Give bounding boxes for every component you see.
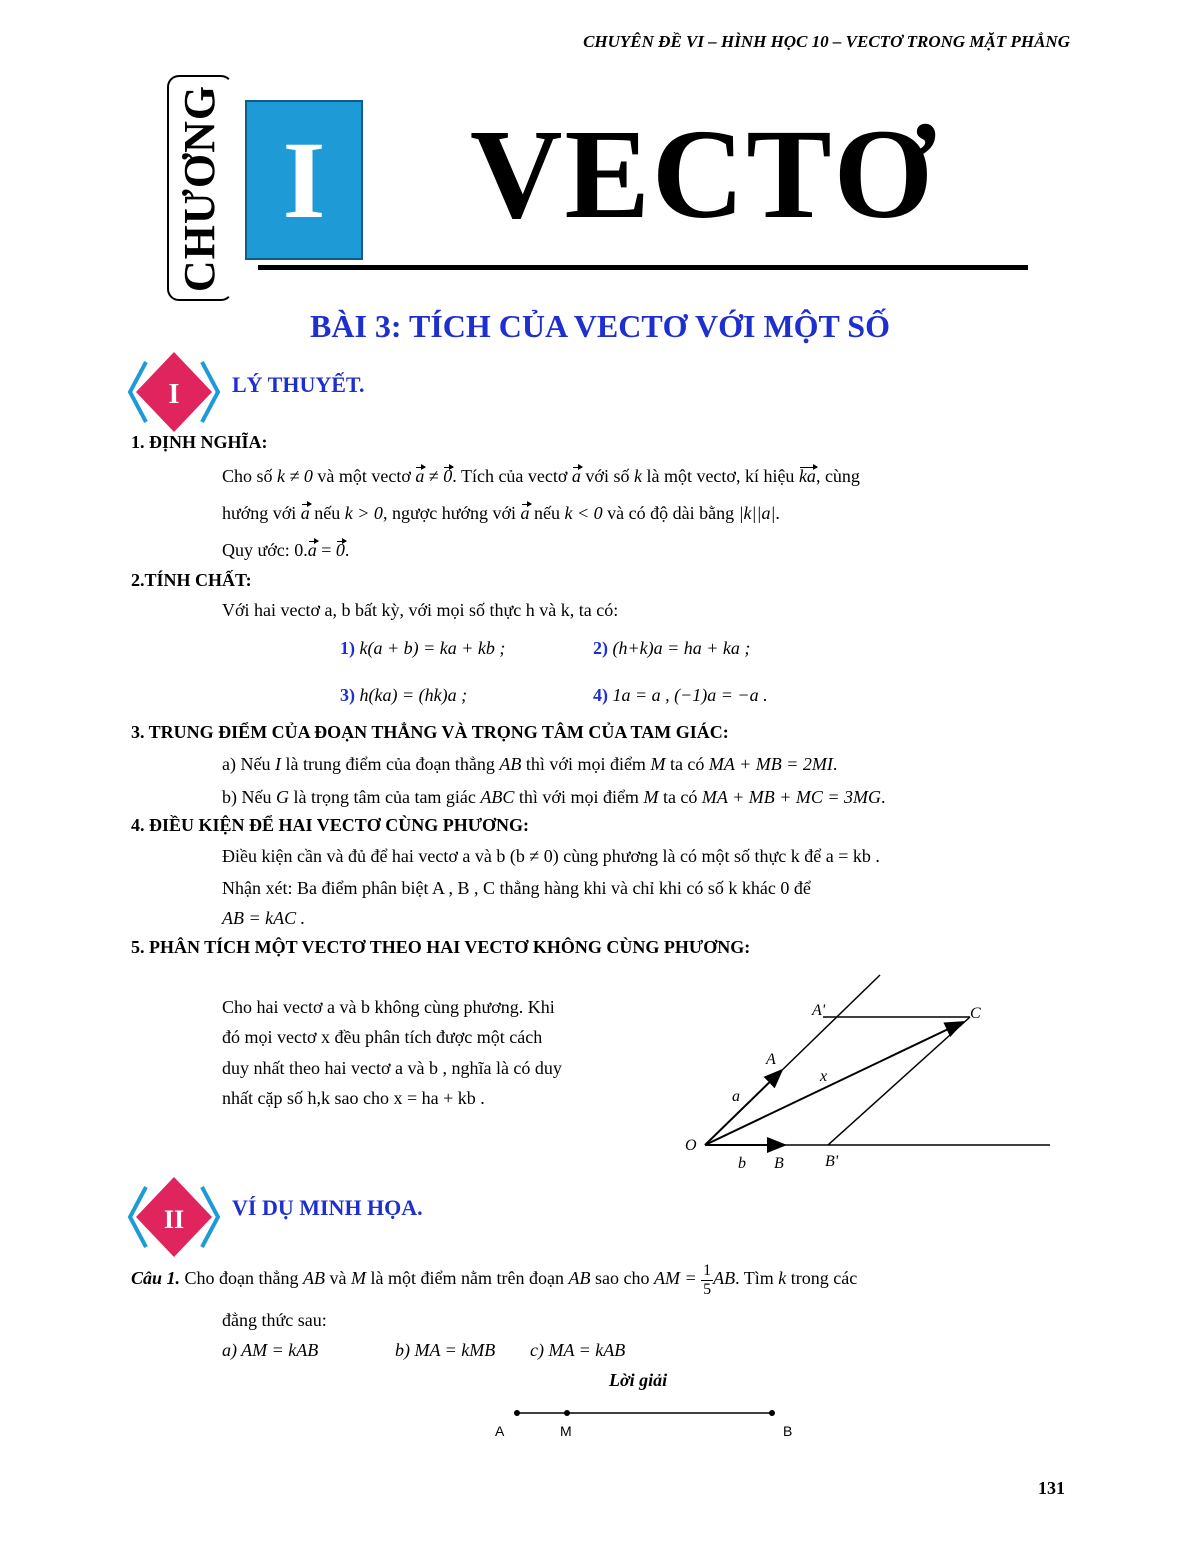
label-vec-b: b <box>738 1155 746 1172</box>
property-1: 1) k(a + b) = ka + kb ; <box>340 638 506 658</box>
lesson-title: BÀI 3: TÍCH CỦA VECTƠ VỚI MỘT SỐ <box>310 308 890 344</box>
label-point-a: A <box>495 1423 505 1439</box>
fraction-one-fifth: $\frac{1}{5}$ <box>703 1262 712 1298</box>
heading-definition: 1. ĐỊNH NGHĨA: <box>131 432 268 452</box>
parallel-right <box>828 1017 970 1145</box>
label-a: A <box>766 1051 776 1068</box>
heading-collinear: 4. ĐIỀU KIỆN ĐỂ HAI VECTƠ CÙNG PHƯƠNG: <box>131 815 530 835</box>
property-3: 3) h(ka) = (hk)a ; <box>340 685 468 705</box>
question-1: Câu 1. Cho đoạn thẳng AB và M là một điểm nằm trên đoạn AB sao cho AM = $\frac{1}{5}$ AB. Tìm k trong các <box>131 1262 858 1298</box>
chapter-numeral: I <box>245 100 363 260</box>
section-badge-i <box>124 347 224 437</box>
solution-heading: Lời giải <box>609 1370 668 1390</box>
svg-text:II: II <box>163 1205 185 1234</box>
page-number: 131 <box>1038 1478 1065 1498</box>
label-c: C <box>970 1005 981 1022</box>
decomposition-line-4: nhất cặp số h,k sao cho x = ha + kb . <box>222 1088 485 1108</box>
question-1-part-b: b) MA = kMB <box>395 1340 496 1360</box>
segment-figure <box>485 1400 805 1445</box>
point-b <box>769 1410 775 1416</box>
midpoint-rule: a) Nếu I là trung điểm của đoạn thẳng AB thì với mọi điểm M ta có MA + MB = 2MI. <box>222 754 838 774</box>
chapter-word: CHƯƠNG <box>175 84 225 292</box>
collinear-formula: AB = kAC . <box>222 908 306 928</box>
properties-intro: Với hai vectơ a, b bất kỳ, với mọi số thực h và k, ta có: <box>222 600 619 620</box>
chapter-title: VECTƠ <box>470 103 936 245</box>
label-b-prime: B' <box>825 1153 839 1170</box>
section-title-theory: LÝ THUYẾT. <box>232 372 365 397</box>
vector-a-arrow <box>705 1070 782 1145</box>
heading-midpoint-centroid: 3. TRUNG ĐIỂM CỦA ĐOẠN THẲNG VÀ TRỌNG TÂM CỦA TAM GIÁC: <box>131 722 729 742</box>
label-point-b: B <box>783 1423 793 1439</box>
section-badge-ii <box>124 1172 224 1262</box>
definition-convention: Quy ước: 0.a = 0. <box>222 540 350 560</box>
decomposition-figure <box>680 965 1060 1180</box>
decomposition-line-3: duy nhất theo hai vectơ a và b , nghĩa là có duy <box>222 1058 562 1078</box>
decomposition-line-2: đó mọi vectơ x đều phân tích được một cách <box>222 1027 543 1047</box>
label-point-m: M <box>560 1423 572 1439</box>
point-a <box>514 1410 520 1416</box>
svg-text:I: I <box>168 379 180 410</box>
label-b: B <box>774 1155 784 1172</box>
heading-decomposition: 5. PHÂN TÍCH MỘT VECTƠ THEO HAI VECTƠ KHÔNG CÙNG PHƯƠNG: <box>131 937 751 957</box>
question-1-line-2: đẳng thức sau: <box>222 1310 327 1330</box>
property-2: 2) (h+k)a = ha + ka ; <box>593 638 751 658</box>
question-1-part-a: a) AM = kAB <box>222 1340 319 1360</box>
label-a-prime: A' <box>812 1002 826 1019</box>
property-4: 4) 1a = a , (−1)a = −a . <box>593 685 768 705</box>
page-header: CHUYÊN ĐỀ VI – HÌNH HỌC 10 – VECTƠ TRONG MẶT PHẲNG <box>583 32 1070 51</box>
title-underline <box>258 265 1028 270</box>
label-vec-x: x <box>820 1068 828 1085</box>
point-m <box>564 1410 570 1416</box>
definition-line-2: hướng với a nếu k > 0, ngược hướng với a nếu k < 0 và có độ dài bằng |k||a|. <box>222 503 780 523</box>
label-o: O <box>685 1137 697 1154</box>
decomposition-line-1: Cho hai vectơ a và b không cùng phương. Khi <box>222 997 555 1017</box>
label-vec-a: a <box>732 1088 740 1105</box>
collinear-condition: Điều kiện cần và đủ để hai vectơ a và b (b ≠ 0) cùng phương là có một số thực k để a = kb . <box>222 846 880 866</box>
section-title-examples: VÍ DỤ MINH HỌA. <box>232 1195 423 1220</box>
question-1-part-c: c) MA = kAB <box>530 1340 626 1360</box>
heading-properties: 2.TÍNH CHẤT: <box>131 570 252 590</box>
collinear-remark: Nhận xét: Ba điểm phân biệt A , B , C thẳng hàng khi và chỉ khi có số k khác 0 để <box>222 878 811 898</box>
vector-x-arrow <box>705 1022 963 1145</box>
definition-line-1: Cho số k ≠ 0 và một vectơ a ≠ 0. Tích của vectơ a với số k là một vectơ, kí hiệu ka, cùng <box>222 466 860 486</box>
centroid-rule: b) Nếu G là trọng tâm của tam giác ABC thì với mọi điểm M ta có MA + MB + MC = 3MG. <box>222 787 886 807</box>
